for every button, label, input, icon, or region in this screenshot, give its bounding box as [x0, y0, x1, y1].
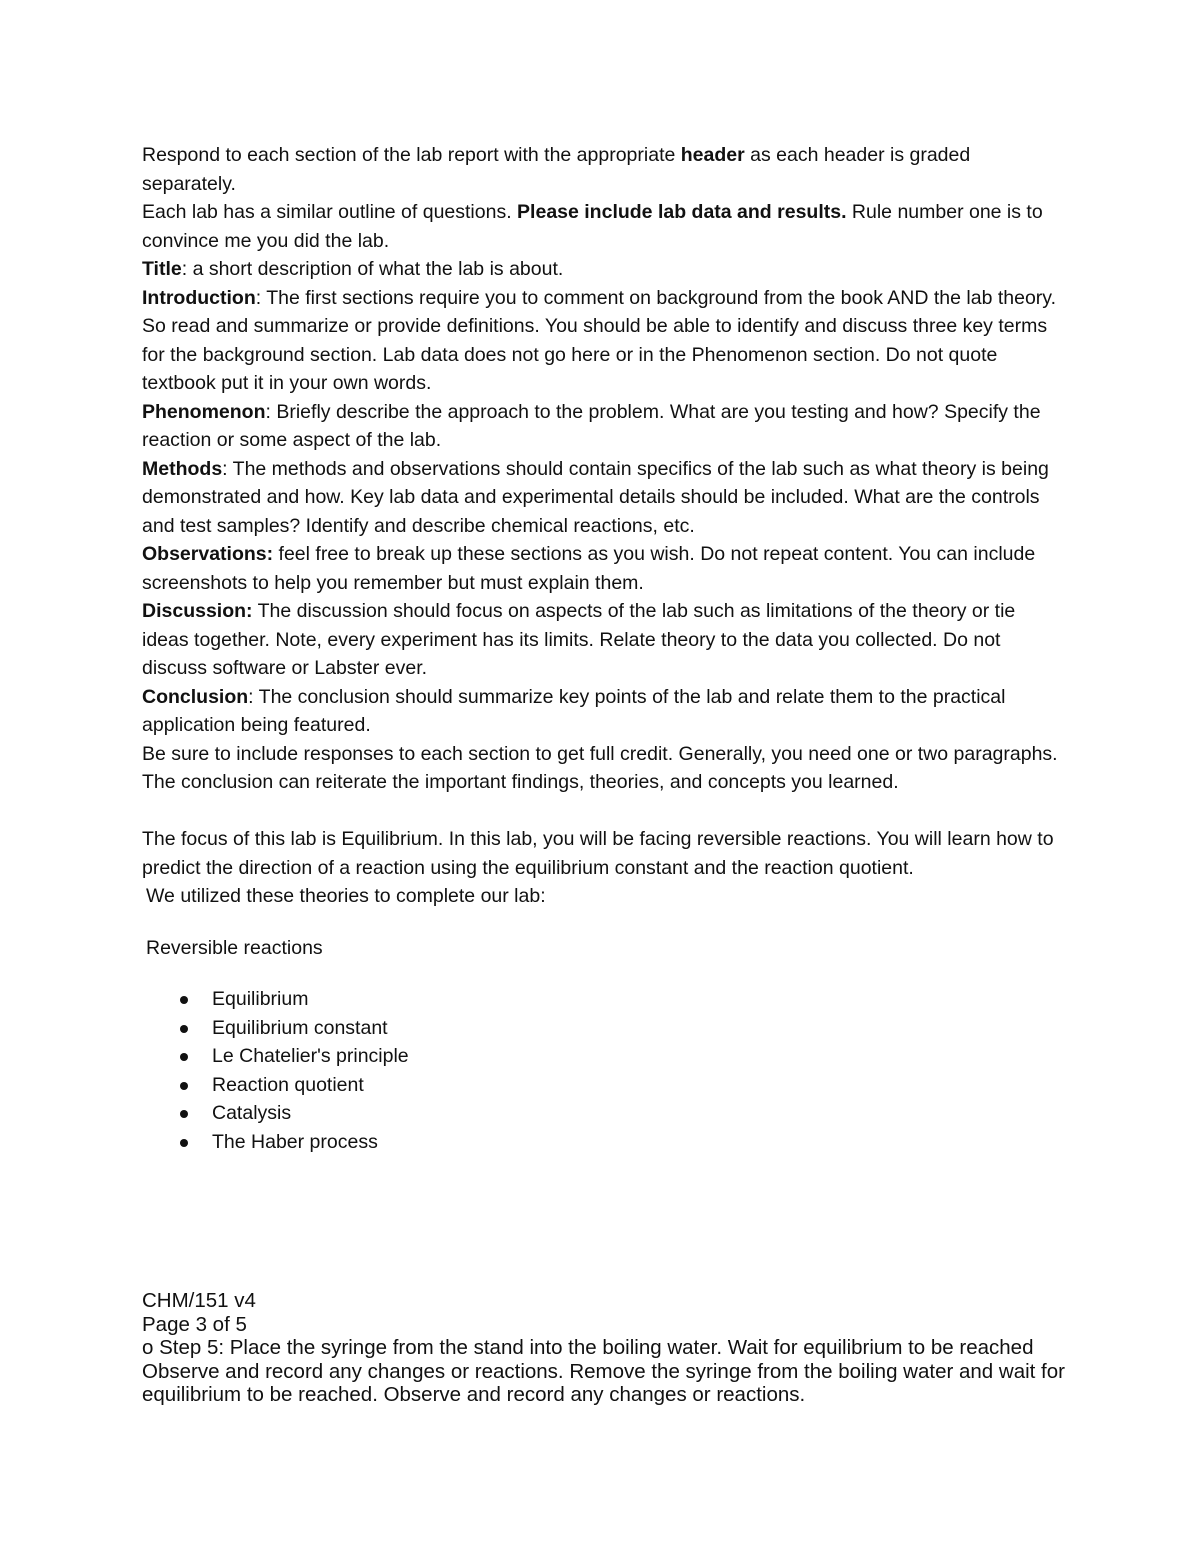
section-label-methods: Methods	[142, 457, 223, 480]
bullet-icon	[180, 1139, 188, 1147]
bullet-icon	[180, 1025, 188, 1033]
theories-list	[142, 985, 1067, 1156]
list-item-label: The Haber process	[212, 1130, 378, 1153]
bullet-icon	[180, 1082, 188, 1090]
list-item-label: Reaction quotient	[212, 1073, 364, 1096]
list-item-label: Equilibrium constant	[212, 1016, 388, 1039]
page-number: Page 3 of 5	[142, 1312, 247, 1336]
bullet-icon	[180, 1110, 188, 1118]
list-item	[142, 1128, 1067, 1157]
section-label-conclusion: Conclusion	[142, 685, 249, 708]
section-observations	[142, 540, 1067, 597]
intro-text: Each lab has a similar outline of questions.	[142, 201, 518, 223]
intro-text-end: Rule number one is to convince me you did the lab.	[142, 201, 1043, 252]
section-label-discussion: Discussion:	[142, 600, 253, 622]
reversible-reactions-heading: Reversible reactions	[146, 936, 323, 959]
focus-paragraph: The focus of this lab is Equilibrium. In this lab, you will be facing reversible reactions. You will learn how to predict the direction of a reaction using the equilibrium constant and the reaction quotient.	[142, 828, 1054, 879]
intro-text-end: as each header is graded separately.	[142, 144, 971, 195]
closing-paragraph: Be sure to include responses to each section to get full credit. Generally, you need one or two paragraphs. The conclusion can reiterate the important findings, theories, and concepts you learned.	[142, 742, 1058, 793]
section-label-introduction: Introduction	[142, 286, 256, 309]
section-introduction	[142, 284, 1067, 398]
intro-text: Respond to each section of the lab report with the appropriate	[142, 144, 681, 166]
intro-paragraph-lab-data	[142, 198, 1067, 255]
section-text-phenomenon: : Briefly describe the approach to the problem. What are you testing and how? Specify the reaction or some aspect of the lab.	[142, 400, 1041, 451]
list-item-label: Equilibrium	[212, 988, 309, 1010]
section-text-discussion: The discussion should focus on aspects of the lab such as limitations of the theory or tie ideas together. Note, every experiment has its limits. Relate theory to the data you collected. Do not discuss software or Labster ever.	[142, 600, 1016, 679]
list-item-label: Catalysis	[212, 1102, 292, 1124]
section-label-observations: Observations:	[142, 543, 274, 565]
section-phenomenon	[142, 398, 1067, 455]
step-five-text: o Step 5: Place the syringe from the stand into the boiling water. Wait for equilibrium to be reached Observe and record any changes or reactions. Remove the syringe from the boiling water and wait for equilibrium to be reached. Observe and record any changes or reactions.	[142, 1336, 1065, 1406]
instructions-body	[142, 141, 1067, 1156]
theories-intro: We utilized these theories to complete our lab:	[146, 885, 546, 907]
section-label-phenomenon: Phenomenon	[142, 400, 266, 423]
section-text-conclusion: : The conclusion should summarize key points of the lab and relate them to the practical application being featured.	[142, 685, 1006, 736]
intro-paragraph-header-rule	[142, 141, 1067, 198]
pasted-lab-excerpt	[142, 1289, 1067, 1407]
bullet-icon	[180, 1053, 188, 1061]
list-item	[142, 1014, 1067, 1043]
section-text-methods: : The methods and observations should contain specifics of the lab such as what theory is being demonstrated and how. Key lab data and experimental details should be included. What are the controls and test samples? Identify and describe chemical reactions, etc.	[142, 457, 1049, 537]
section-title	[142, 255, 1067, 284]
list-item	[142, 1042, 1067, 1071]
section-text-title: : a short description of what the lab is about.	[181, 258, 564, 280]
list-item	[142, 1071, 1067, 1100]
section-label-title: Title	[142, 258, 182, 280]
section-conclusion	[142, 683, 1067, 740]
bullet-icon	[180, 996, 188, 1004]
list-item-label: Le Chatelier's principle	[212, 1045, 409, 1067]
header-emphasis: header	[680, 144, 745, 166]
paragraph-spacer	[142, 797, 1067, 826]
section-text-observations: feel free to break up these sections as you wish. Do not repeat content. You can include screenshots to help you remember but must explain them.	[142, 543, 1036, 594]
course-code: CHM/151 v4	[142, 1289, 256, 1312]
list-item	[142, 1099, 1067, 1128]
list-item	[142, 985, 1067, 1014]
section-text-introduction: : The first sections require you to comment on background from the book AND the lab theory. So read and summarize or provide definitions. You should be able to identify and discuss three key terms for the background section. Lab data does not go here or in the Phenomenon section. Do not quote textbook put it in your own words.	[142, 286, 1057, 394]
section-methods	[142, 455, 1067, 541]
lab-data-emphasis: Please include lab data and results.	[517, 201, 847, 223]
section-discussion	[142, 597, 1067, 683]
